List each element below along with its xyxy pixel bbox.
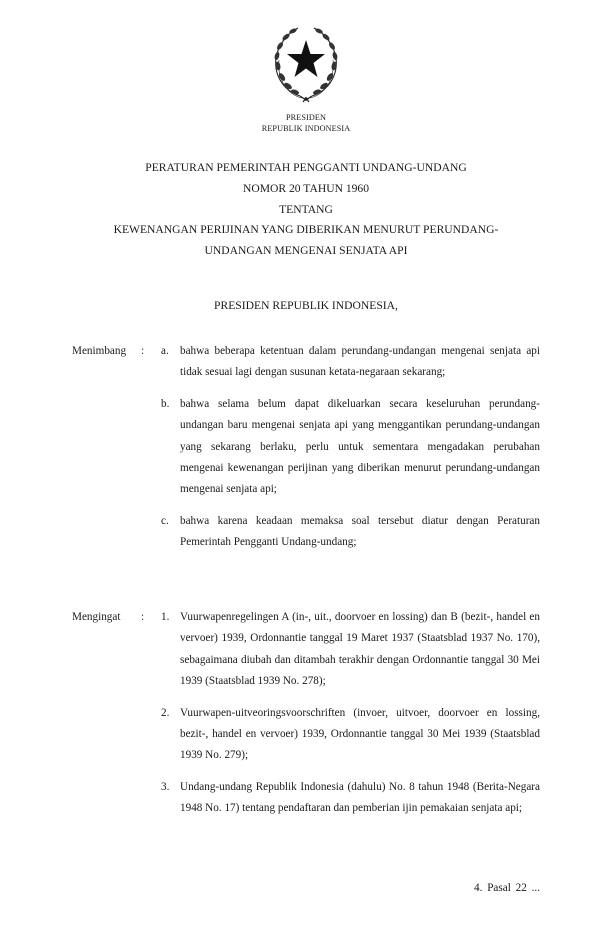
- legal-basis-item-2: [161, 703, 540, 767]
- title-line-number: NOMOR 20 TAHUN 1960: [242, 181, 370, 195]
- section-label-menimbang: Menimbang: [72, 345, 127, 357]
- title-line-subject-2: UNDANGAN MENGENAI SENJATA API: [204, 244, 408, 258]
- title-line-regulation-type: PERATURAN PEMERINTAH PENGGANTI UNDANG-UNDANG: [145, 161, 467, 174]
- legal-basis-item-3: [161, 777, 540, 820]
- item-marker: 2.: [161, 706, 170, 719]
- next-page-marker: 4. Pasal 22 ...: [474, 882, 540, 894]
- considering-item-a: [161, 341, 540, 384]
- item-marker: c.: [161, 514, 169, 527]
- section-mengingat: [0, 607, 612, 830]
- legal-basis-item-1: [161, 607, 540, 693]
- considering-item-c: [161, 511, 540, 554]
- item-text: bahwa karena keadaan memaksa soal tersebut diatur dengan Peraturan Pemerintah Pengganti Undang-undang;: [180, 514, 540, 549]
- item-text: Vuurwapen-uitveoringsvoorschriften (invoer, uitvoer, doorvoer en lossing, bezit-, handel en vervoer) 1939, Ordonnantie tanggal 30 Mei 1939 (Staatsblad 1939 No. 279);: [180, 706, 540, 762]
- section-label-mengingat: Mengingat: [72, 611, 121, 623]
- item-text: bahwa beberapa ketentuan dalam perundang-undangan mengenai senjata api tidak sesuai lagi dengan susunan ketata-negaraan sekarang;: [180, 345, 540, 379]
- title-line-subject-1: KEWENANGAN PERIJINAN YANG DIBERIKAN MENURUT PERUNDANG-: [113, 223, 499, 237]
- item-text: Vuurwapenregelingen A (in-, uit., doorvoer en lossing) dan B (bezit-, handel en vervoer) 1939, Ordonnantie tanggal 19 Maret 1937 (Staatsblad 1937 No. 170), sebagaimana diubah dan ditambah terakhir dengan Ordonnantie tanggal 30 Mei 1939 (Staatsblad 1939 No. 278);: [180, 611, 540, 688]
- header-caption-republik: REPUBLIK INDONESIA: [261, 124, 351, 133]
- section-colon: :: [141, 345, 145, 357]
- item-marker: a.: [161, 345, 169, 357]
- president-heading: PRESIDEN REPUBLIK INDONESIA,: [214, 299, 398, 312]
- item-marker: 3.: [161, 780, 170, 793]
- document-title: [60, 158, 552, 262]
- title-line-tentang: TENTANG: [279, 202, 333, 216]
- item-marker: b.: [161, 397, 170, 410]
- presidential-emblem-icon: [270, 22, 342, 108]
- header-caption-presiden: PRESIDEN: [286, 113, 326, 122]
- considering-item-b: [161, 394, 540, 501]
- section-menimbang: [0, 341, 612, 564]
- item-text: bahwa selama belum dapat dikeluarkan secara keseluruhan perundang-undangan baru mengenai senjata api yang menggantikan perundang-undangan yang sekarang berlaku, perlu untuk sementara mengadakan perubahan mengenai kewenangan perijinan yang diberikan menurut perundang-undangan mengenai senjata api;: [180, 397, 540, 496]
- section-colon: :: [141, 611, 145, 623]
- item-marker: 1.: [161, 611, 170, 623]
- item-text: Undang-undang Republik Indonesia (dahulu) No. 8 tahun 1948 (Berita-Negara 1948 No. 17) tentang pendaftaran dan pemberian ijin pemakaian senjata api;: [180, 780, 540, 815]
